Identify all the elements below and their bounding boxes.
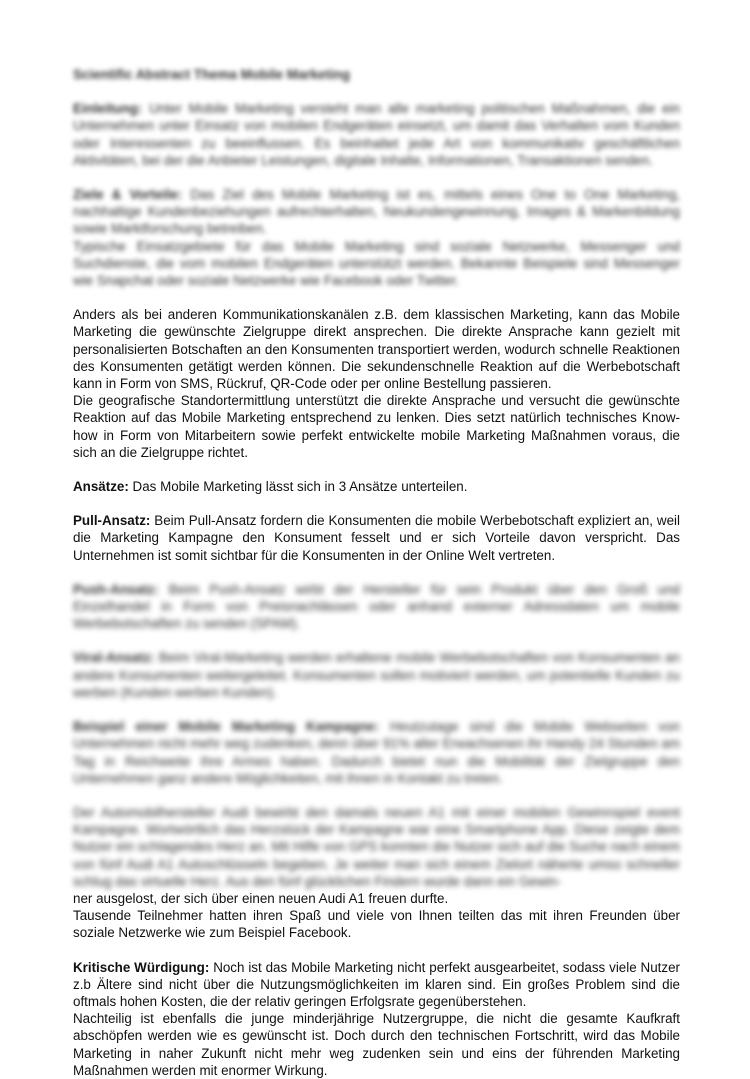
viral-paragraph: Viral-Ansatz: Beim Viral-Marketing werden erhaltene mobile Werbebotschaften von Konsumenten an andere Konsumenten weitergeleitet. Konsumenten sollen motiviert werden, um potentielle Kunden zu werben (Kunden werben Kunden). [73,650,680,700]
goals-paragraph-2: Typische Einsatzgebiete für das Mobile Marketing sind soziale Netzwerke, Messenger und Suchdienste, die vom mobilen Endgeräten unterstützt werden. Bekannte Beispiele sind Messenger wie Snapchat oder soziale Netzwerke wie Facebook oder Twitter. [73,238,680,289]
pull-paragraph: Pull-Ansatz: Beim Pull-Ansatz fordern die Konsumenten die mobile Werbebotschaft expliziert an, weil die Marketing Kampagne den Konsument fesselt und er sich Vorteile davon verspricht. Das Unternehmen ist somit sichtbar für die Konsumenten in der Online Welt vertreten. [73,513,680,563]
approaches-label: Ansätze: [73,479,129,495]
approaches-paragraph: Ansätze: Das Mobile Marketing lässt sich in 3 Ansätze unterteilen. [73,479,468,495]
location-paragraph: Die geografische Standortermittlung unterstützt die direkte Ansprache und versucht die gewünschte Reaktion auf das Mobile Marketing entsprechend zu lenken. Dies setzt natürlich technisches Know-how in Form von Mitarbeitern sowie perfekt entwickelte mobile Marketing Maßnahmen voraus, die sich an die Zielgruppe richtet. [73,393,680,460]
goals-label: Ziele & Vorteile: [73,187,183,203]
example-label: Beispiel einer Mobile Marketing Kampagne: [73,719,379,735]
intro-label: Einleitung: [73,101,143,117]
example-paragraph: Beispiel einer Mobile Marketing Kampagne: Heutzutage sind die Mobile Webseiten von Unternehmen nicht mehr weg zudenken, denn über 91% aller Erwachsenen ihr Handy 24 Stunden am Tag in Reichweite ihre Armes haben. Dadurch bietet nun die Mobilität der Zielgruppe den Unternehmen ganz andere Möglichkeiten, mit ihnen in Kontakt zu treten. [73,719,680,786]
document-title: Scientific Abstract Thema Mobile Marketing [73,67,351,82]
viral-label: Viral-Ansatz: [73,650,155,666]
audi-participants-paragraph: Tausende Teilnehmer hatten ihren Spaß und viele von Ihnen teilten das mit ihren Freunden über soziale Netzwerke wie zum Beispiel Facebook. [73,908,680,941]
audi-paragraph-blurred: Der Automobilhersteller Audi bewirbt den damals neuen A1 mit einer mobilen Gewinnspiel event Kampagne. Wortwörtlich das Herzstück der Kampagne war eine Smartphone App. Diese zeigte dem Nutzer ein schlagendes Herz an. Mit Hilfe von GPS konnten die Nutzer sich auf die Suche nach einem von fünf Audi A1 Autoschlüsseln begeben. Je weiter man sich einem Zielort näherte umso schneller schlug das virtuelle Herz. Aus den fünf glücklichen Findern wurde dann ein Gewin- [73,804,680,889]
push-paragraph: Push-Ansatz: Beim Push-Ansatz wirbt der Hersteller für sein Produkt über den Groß und Einzelhandel in Form von Preisnachlässen oder anhand externer Adressdaten um mobile Werbebotschaften zu senden (SPAM). [73,581,680,632]
pull-label: Pull-Ansatz: [73,513,151,529]
critique-paragraph: Kritische Würdigung: Noch ist das Mobile Marketing nicht perfekt ausgearbeitet, sodass viele Nutzer z.b Ältere sind nicht über die Nutzungsmöglichkeiten im klaren sind. Ein großes Problem sind die oftmals hohen Kosten, die der relativ geringen Erfolgsrate gegenüberstehen. [73,959,680,1009]
goals-paragraph: Ziele & Vorteile: Das Ziel des Mobile Marketing ist es, mittels eines One to One Marketing, nachhaltige Kundenbeziehungen aufrechterhalten, Neukundengewinnung, Images & Markenbildung sowie Marktforschung betreiben. [73,187,680,237]
intro-paragraph: Einleitung: Unter Mobile Marketing versteht man alle marketing politischen Maßnahmen, die ein Unternehmen unter Einsatz von mobilen Endgeräten einsetzt, um damit das Verhalten vom Kunden oder Interessenten zu beeinflussen. Es beinhaltet jede Art von kommunikativ geschäftlichen Aktivitäten, bei der die Anbieter Leistungen, digitale Inhalte, Informationen, Transaktionen senden. [73,101,680,168]
push-label: Push-Ansatz: [73,581,159,597]
direct-address-paragraph: Anders als bei anderen Kommunikationskanälen z.B. dem klassischen Marketing, kann das Mobile Marketing die gewünschte Zielgruppe direkt ansprechen. Die direkte Ansprache kann gezielt mit personalisierten Botschaften an den Konsumenten transportiert werden, wodurch schnelle Reaktionen des Konsumenten getätigt werden können. Die sekundenschnelle Reaktion auf die Werbebotschaft kann in Form von SMS, Rückruf, QR-Code oder per online Bestellung passieren. [73,307,680,392]
audi-paragraph-end: ner ausgelost, der sich über einen neuen Audi A1 freuen durfte. [73,890,449,906]
critique-paragraph-2: Nachteilig ist ebenfalls die junge minderjährige Nutzergruppe, die nicht die gesamte Kaufkraft abschöpfen werden wie es gewünscht ist. Doch durch den technischen Fortschritt, wird das Mobile Marketing in naher Zukunft nicht mehr weg zudenken sein und eins der führenden Marketing Maßnahmen werden mit enormer Wirkung. [73,1011,680,1078]
critique-label: Kritische Würdigung: [73,959,210,975]
